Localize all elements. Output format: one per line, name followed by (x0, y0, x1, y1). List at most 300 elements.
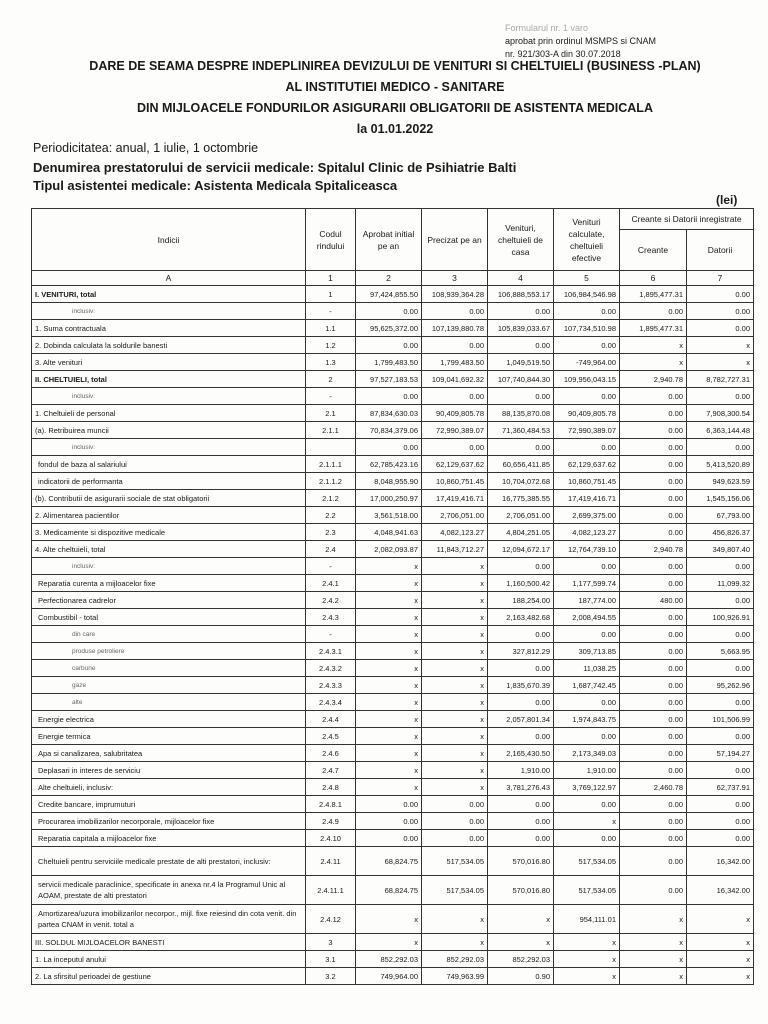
row-value: 71,360,484.53 (488, 422, 554, 439)
row-code: 2.4.3.2 (306, 660, 356, 677)
table-row (32, 286, 754, 303)
row-value: 0.00 (620, 490, 687, 507)
row-value: 0.00 (488, 439, 554, 456)
row-value: 57,194.27 (687, 745, 754, 762)
index-cell: 3 (422, 271, 488, 286)
row-value: 0.00 (488, 694, 554, 711)
row-label: Deplasari in interes de serviciu (32, 762, 306, 779)
row-value: 4,082,123.27 (554, 524, 620, 541)
row-value: 0.00 (356, 303, 422, 320)
row-label: gaze (32, 677, 306, 694)
row-value: 0.00 (687, 388, 754, 405)
heading-line-2: AL INSTITUTIEI MEDICO - SANITARE (285, 80, 505, 94)
row-value: 570,016.80 (488, 876, 554, 905)
row-value: 852,292.03 (356, 951, 422, 968)
table-row (32, 388, 754, 405)
row-value: 0.00 (488, 626, 554, 643)
row-code: 2.1 (306, 405, 356, 422)
table-row (32, 779, 754, 796)
row-value: 0.00 (620, 694, 687, 711)
row-value: 2,706,051.00 (422, 507, 488, 524)
row-value: 109,956,043.15 (554, 371, 620, 388)
table-row (32, 813, 754, 830)
row-value: 0.00 (687, 286, 754, 303)
row-value: 0.00 (620, 711, 687, 728)
row-value: x (422, 905, 488, 934)
row-value: 1,799,483.50 (356, 354, 422, 371)
row-value: x (554, 968, 620, 985)
row-value: 16,342.00 (687, 876, 754, 905)
row-value: 456,826.37 (687, 524, 754, 541)
row-code: 1.3 (306, 354, 356, 371)
row-value: x (356, 575, 422, 592)
row-value: x (356, 626, 422, 643)
row-value: 2,008,494.55 (554, 609, 620, 626)
row-value: 5,663.95 (687, 643, 754, 660)
row-value: x (554, 813, 620, 830)
header-aprobat: Aprobat initial pe an (356, 209, 422, 271)
table-body (32, 286, 754, 985)
row-value: 72,990,389.07 (554, 422, 620, 439)
table-row (32, 456, 754, 473)
row-value: x (422, 779, 488, 796)
table-row (32, 490, 754, 507)
row-value: x (422, 677, 488, 694)
row-value: 8,782,727.31 (687, 371, 754, 388)
row-value: 0.00 (620, 813, 687, 830)
row-value: x (422, 643, 488, 660)
table-row (32, 694, 754, 711)
row-code: - (306, 303, 356, 320)
row-value: x (422, 575, 488, 592)
row-label: din care (32, 626, 306, 643)
row-label: 3. Medicamente si dispozitive medicale (32, 524, 306, 541)
row-value: 0.00 (620, 303, 687, 320)
row-label: II. CHELTUIELI, total (32, 371, 306, 388)
row-code: 3 (306, 934, 356, 951)
row-code: 2.4.3.1 (306, 643, 356, 660)
row-value: 517,534.05 (554, 876, 620, 905)
row-value: 2,173,349.03 (554, 745, 620, 762)
row-value: 3,769,122.97 (554, 779, 620, 796)
row-value: 2,940.78 (620, 371, 687, 388)
row-value: 0.00 (687, 626, 754, 643)
row-value: 1,545,156.06 (687, 490, 754, 507)
row-value: 109,041,692.32 (422, 371, 488, 388)
row-value: 949,623.59 (687, 473, 754, 490)
row-value: 0.00 (422, 337, 488, 354)
row-value: 749,963.99 (422, 968, 488, 985)
row-value: 349,807.40 (687, 541, 754, 558)
row-label: 3. Alte venituri (32, 354, 306, 371)
row-value: 8,048,955.90 (356, 473, 422, 490)
row-value: 0.00 (488, 337, 554, 354)
table-row (32, 830, 754, 847)
row-value: 0.00 (620, 558, 687, 575)
row-value: x (356, 762, 422, 779)
index-cell: 7 (687, 271, 754, 286)
row-value: 1,049,519.50 (488, 354, 554, 371)
header-venituri-casa: Venituri, cheltuieli de casa (488, 209, 554, 271)
row-value: x (356, 694, 422, 711)
heading-date: la 01.01.2022 (356, 122, 434, 136)
row-value: 0.00 (620, 473, 687, 490)
row-value: 1,974,843.75 (554, 711, 620, 728)
row-value: 0.00 (687, 796, 754, 813)
row-code: 1 (306, 286, 356, 303)
row-value: 87,834,630.03 (356, 405, 422, 422)
row-value: x (356, 660, 422, 677)
row-value: 105,839,033.67 (488, 320, 554, 337)
row-label: inclusiv: (32, 388, 306, 405)
row-value: 0.00 (687, 694, 754, 711)
row-value: 10,860,751.45 (422, 473, 488, 490)
row-value: 7,908,300.54 (687, 405, 754, 422)
table-row (32, 524, 754, 541)
row-value: 0.00 (554, 830, 620, 847)
row-value: x (422, 626, 488, 643)
row-value: 0.00 (488, 813, 554, 830)
row-code: - (306, 388, 356, 405)
row-code (306, 439, 356, 456)
row-code: 2.4.10 (306, 830, 356, 847)
row-value: 0.00 (356, 439, 422, 456)
row-value: 60,656,411.85 (488, 456, 554, 473)
row-value: 88,135,870.08 (488, 405, 554, 422)
row-value: x (356, 934, 422, 951)
table-row (32, 934, 754, 951)
row-code: 2.1.2 (306, 490, 356, 507)
row-value: 4,082,123.27 (422, 524, 488, 541)
row-value: x (422, 745, 488, 762)
row-value: -749,964.00 (554, 354, 620, 371)
row-code: - (306, 558, 356, 575)
index-cell: 1 (306, 271, 356, 286)
row-label: Amortizarea/uzura imobilizarilor necorpor., mijl. fixe reiesind din cota venit. din partea CNAM in venit. total a (32, 905, 306, 934)
row-value: 954,111.01 (554, 905, 620, 934)
row-value: 97,424,855.50 (356, 286, 422, 303)
row-value: x (356, 711, 422, 728)
row-label: indicatorii de performanta (32, 473, 306, 490)
row-label: servicii medicale paraclinice, specificate in anexa nr.4 la Programul Unic al AOAM, prestate de alti prestatori (32, 876, 306, 905)
periodicity: Periodicitatea: anual, 1 iulie, 1 octombrie (33, 141, 259, 155)
row-value: x (687, 354, 754, 371)
row-code: 2.1.1 (306, 422, 356, 439)
row-code: 2.4.2 (306, 592, 356, 609)
row-label: 1. La inceputul anului (32, 951, 306, 968)
table-row (32, 677, 754, 694)
row-value: 0.00 (488, 728, 554, 745)
row-code: 2.4.3 (306, 609, 356, 626)
row-label: inclusiv: (32, 439, 306, 456)
table-row (32, 473, 754, 490)
row-value: 2,082,093.87 (356, 541, 422, 558)
index-cell: A (32, 271, 306, 286)
row-value: 0.00 (620, 609, 687, 626)
row-label: 2. Dobinda calculata la soldurile banesti (32, 337, 306, 354)
row-value: 309,713.85 (554, 643, 620, 660)
row-value: x (620, 337, 687, 354)
table-row (32, 405, 754, 422)
table-row (32, 905, 754, 934)
heading-line-3: DIN MIJLOACELE FONDURILOR ASIGURARII OBLIGATORII DE ASISTENTA MEDICALA (137, 101, 653, 115)
row-label: III. SOLDUL MIJLOACELOR BANESTI (32, 934, 306, 951)
header-venituri-calculate: Venituri calculate, cheltuieli efective (554, 209, 620, 271)
table-row (32, 796, 754, 813)
row-value: 67,793.00 (687, 507, 754, 524)
heading-line-1: DARE DE SEAMA DESPRE INDEPLINIREA DEVIZULUI DE VENITURI SI CHELTUIELI (BUSINESS -PLAN) (89, 59, 701, 73)
table-row (32, 609, 754, 626)
row-value: 852,292.03 (422, 951, 488, 968)
row-code: 3.1 (306, 951, 356, 968)
row-value: 188,254.00 (488, 592, 554, 609)
row-value: 0.00 (620, 439, 687, 456)
row-value: 107,139,880.78 (422, 320, 488, 337)
row-value: 2,165,430.50 (488, 745, 554, 762)
row-code: 2.4.3.4 (306, 694, 356, 711)
row-value: 0.00 (422, 813, 488, 830)
table-row (32, 575, 754, 592)
row-code: 2.4.11 (306, 847, 356, 876)
row-value: 0.00 (620, 677, 687, 694)
row-value: 0.00 (620, 507, 687, 524)
table-row (32, 354, 754, 371)
row-value: x (620, 968, 687, 985)
row-value: 0.00 (620, 847, 687, 876)
row-value: 1,895,477.31 (620, 320, 687, 337)
row-label: I. VENITURI, total (32, 286, 306, 303)
row-value: x (356, 905, 422, 934)
row-code: 2.4.8 (306, 779, 356, 796)
row-value: 5,413,520.89 (687, 456, 754, 473)
table-row (32, 876, 754, 905)
table-row (32, 592, 754, 609)
row-value: 0.00 (554, 337, 620, 354)
row-value: 16,342.00 (687, 847, 754, 876)
header-precizat: Precizat pe an (422, 209, 488, 271)
row-value: 62,785,423.16 (356, 456, 422, 473)
care-type: Tipul asistentei medicale: Asistenta Medicala Spitaliceasca (33, 178, 398, 193)
row-value: 6,363,144.48 (687, 422, 754, 439)
provider-name: Denumirea prestatorului de servicii medicale: Spitalul Clinic de Psihiatrie Balti (33, 160, 517, 175)
row-value: 517,534.05 (422, 847, 488, 876)
row-value: 1,910.00 (554, 762, 620, 779)
row-value: 1,895,477.31 (620, 286, 687, 303)
row-value: 0.00 (620, 660, 687, 677)
row-label: 1. Suma contractuala (32, 320, 306, 337)
row-value: 0.00 (620, 796, 687, 813)
header-creante: Creante (620, 230, 687, 271)
row-value: 2,699,375.00 (554, 507, 620, 524)
row-label: 2. La sfirsitul perioadei de gestiune (32, 968, 306, 985)
row-value: 0.00 (422, 796, 488, 813)
row-value: 0.00 (620, 422, 687, 439)
row-label: inclusiv: (32, 558, 306, 575)
row-value: 108,939,364.28 (422, 286, 488, 303)
row-code: 2.4.6 (306, 745, 356, 762)
row-value: 1,910.00 (488, 762, 554, 779)
row-value: 17,000,250.97 (356, 490, 422, 507)
row-code: 2.2 (306, 507, 356, 524)
row-code: 1.1 (306, 320, 356, 337)
header-creante-datorii: Creante si Datorii inregistrate (620, 209, 754, 230)
row-value: 11,099.32 (687, 575, 754, 592)
row-value: 107,740,844.30 (488, 371, 554, 388)
row-value: 0.00 (620, 524, 687, 541)
row-value: 70,834,379.06 (356, 422, 422, 439)
row-value: 2,706,051.00 (488, 507, 554, 524)
row-value: 0.00 (488, 388, 554, 405)
row-value: 1,835,670.39 (488, 677, 554, 694)
row-code: 2.4.11.1 (306, 876, 356, 905)
row-value: 480.00 (620, 592, 687, 609)
row-value: x (422, 694, 488, 711)
row-value: 107,734,510.98 (554, 320, 620, 337)
row-value: 0.00 (488, 660, 554, 677)
row-value: x (422, 609, 488, 626)
index-cell: 2 (356, 271, 422, 286)
row-code: 2 (306, 371, 356, 388)
row-value: x (422, 660, 488, 677)
row-value: 187,774.00 (554, 592, 620, 609)
row-value: 0.00 (554, 728, 620, 745)
row-label: Reparatia capitala a mijloacelor fixe (32, 830, 306, 847)
row-value: 0.00 (554, 558, 620, 575)
row-value: 11,038.25 (554, 660, 620, 677)
row-value: x (356, 728, 422, 745)
row-value: x (422, 558, 488, 575)
row-value: x (687, 968, 754, 985)
row-value: 0.00 (554, 796, 620, 813)
row-value: 0.00 (356, 388, 422, 405)
row-code: 1.2 (306, 337, 356, 354)
row-label: 2. Alimentarea pacientilor (32, 507, 306, 524)
row-value: 95,625,372.00 (356, 320, 422, 337)
row-value: x (620, 354, 687, 371)
row-value: 570,016.80 (488, 847, 554, 876)
table-row (32, 711, 754, 728)
approval-number: nr. 921/303-A din 30.07.2018 (505, 49, 621, 59)
header-datorii: Datorii (687, 230, 754, 271)
row-value: x (554, 934, 620, 951)
row-value: x (620, 934, 687, 951)
table-row (32, 422, 754, 439)
row-code: 2.4.3.3 (306, 677, 356, 694)
table-row (32, 728, 754, 745)
table-row (32, 745, 754, 762)
row-value: 101,506.99 (687, 711, 754, 728)
row-code: 2.4.5 (306, 728, 356, 745)
row-value: 0.00 (620, 876, 687, 905)
row-value: 0.00 (620, 762, 687, 779)
row-value: 0.00 (488, 558, 554, 575)
row-value: 2,460.78 (620, 779, 687, 796)
row-value: 0.00 (687, 303, 754, 320)
table-row (32, 303, 754, 320)
row-value: x (356, 643, 422, 660)
row-label: Apa si canalizarea, salubritatea (32, 745, 306, 762)
row-value: 1,160,500.42 (488, 575, 554, 592)
row-code: 2.4.1 (306, 575, 356, 592)
row-value: 62,129,637.62 (554, 456, 620, 473)
table-row (32, 558, 754, 575)
row-value: 3,781,276.43 (488, 779, 554, 796)
header-codul: Codul rindului (306, 209, 356, 271)
row-value: 0.00 (687, 762, 754, 779)
row-value: 4,048,941.63 (356, 524, 422, 541)
row-value: 749,964.00 (356, 968, 422, 985)
row-label: 4. Alte cheltuieli, total (32, 541, 306, 558)
row-label: produse petroliere (32, 643, 306, 660)
table-row (32, 337, 754, 354)
row-value: 0.00 (620, 728, 687, 745)
row-value: 0.00 (687, 558, 754, 575)
row-value: 0.00 (620, 456, 687, 473)
row-value: 0.00 (554, 439, 620, 456)
row-value: 3,561,518.00 (356, 507, 422, 524)
row-value: x (488, 934, 554, 951)
row-label: inclusiv: (32, 303, 306, 320)
row-value: x (554, 951, 620, 968)
row-value: x (422, 711, 488, 728)
row-value: 0.00 (687, 728, 754, 745)
row-code: 2.4.8.1 (306, 796, 356, 813)
row-value: 1,687,742.45 (554, 677, 620, 694)
row-value: 0.00 (620, 745, 687, 762)
index-cell: 5 (554, 271, 620, 286)
table-row (32, 507, 754, 524)
row-code: 2.4.12 (306, 905, 356, 934)
row-value: 0.00 (620, 405, 687, 422)
row-value: 11,843,712.27 (422, 541, 488, 558)
table-row (32, 968, 754, 985)
row-value: 0.00 (687, 320, 754, 337)
row-label: (b). Contributii de asigurarii sociale de stat obligatorii (32, 490, 306, 507)
row-value: x (422, 592, 488, 609)
row-label: Credite bancare, imprumuturi (32, 796, 306, 813)
row-value: 0.00 (620, 575, 687, 592)
row-value: 0.00 (422, 303, 488, 320)
row-value: 68,824.75 (356, 847, 422, 876)
row-value: 12,094,672.17 (488, 541, 554, 558)
row-value: x (356, 592, 422, 609)
row-label: alte (32, 694, 306, 711)
row-code: - (306, 626, 356, 643)
row-value: 4,804,251.05 (488, 524, 554, 541)
form-number: Formularul nr. 1 varo (505, 23, 589, 33)
row-value: 0.00 (488, 796, 554, 813)
row-value: 0.00 (422, 388, 488, 405)
table-row (32, 371, 754, 388)
row-value: 0.00 (620, 643, 687, 660)
row-value: 0.00 (422, 439, 488, 456)
row-value: x (687, 905, 754, 934)
row-value: 0.00 (488, 830, 554, 847)
row-value: 2,163,482.68 (488, 609, 554, 626)
row-value: 517,534.05 (554, 847, 620, 876)
row-label: Procurarea imobilizarilor necorporale, mijloacelor fixe (32, 813, 306, 830)
row-value: 0.00 (687, 592, 754, 609)
row-value: 1,177,599.74 (554, 575, 620, 592)
row-label: carbune (32, 660, 306, 677)
row-value: 0.00 (687, 830, 754, 847)
row-value: x (356, 558, 422, 575)
row-label: Reparatia curenta a mijloacelor fixe (32, 575, 306, 592)
row-value: x (620, 951, 687, 968)
table-row (32, 847, 754, 876)
row-value: 62,737.91 (687, 779, 754, 796)
row-value: x (356, 609, 422, 626)
